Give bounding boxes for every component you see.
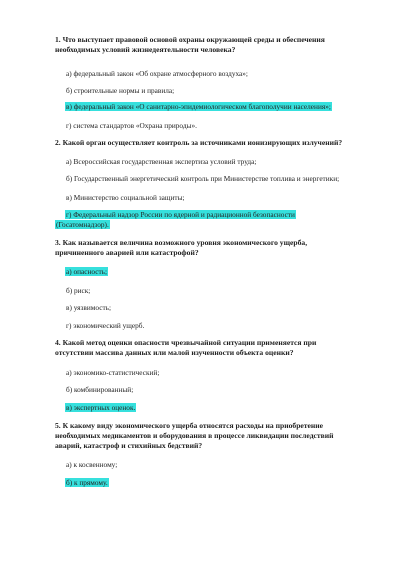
question-2	[55, 138, 375, 148]
answer-3a-highlighted: а) опасность;	[66, 267, 108, 276]
answer-4c-highlighted: в) экспертных оценок.	[66, 403, 136, 412]
answer-2d-highlighted: г) Федеральный надзор России по ядерной и радиационной безопасности	[66, 210, 295, 219]
question-1-line-1: 1. Что выступает правовой основой охраны окружающей среды и обеспечения	[55, 35, 325, 44]
question-1-line-2: необходимых условий жизнедеятельности человека?	[55, 45, 236, 54]
answer-4b: б) комбинированный;	[66, 385, 134, 394]
answer-3c: в) уязвимость;	[66, 303, 111, 312]
answer-1b: б) строительные нормы и правила;	[66, 86, 175, 95]
answer-1a: а) федеральный закон «Об охране атмосферного воздуха»;	[66, 69, 248, 78]
answer-2c: в) Министерство социальной защиты;	[66, 193, 185, 202]
answer-4a: а) экономико-статистический;	[66, 368, 160, 377]
answer-2b: б) Государственный энергетический контроль при Министерстве топлива и энергетики;	[66, 174, 340, 183]
answer-1d: г) система стандартов «Охрана природы».	[66, 121, 197, 130]
question-5-line-2: необходимых медикаментов и оборудования в процессе ликвидации последствий	[55, 431, 334, 440]
answer-1c-highlighted: в) федеральный закон «О санитарно-эпидемиологическом благополучии населения»;	[66, 102, 331, 111]
question-4-line-1: 4. Какой метод оценки опасности чрезвычайной ситуации применяется при	[55, 338, 317, 347]
question-3-line-2: причиненного аварией или катастрофой?	[55, 248, 199, 257]
answer-3d: г) экономический ущерб.	[66, 321, 145, 330]
answer-5b-highlighted: б) к прямому.	[66, 478, 108, 487]
question-2-line-1: 2. Какой орган осуществляет контроль за источниками ионизирующих излучений?	[55, 138, 343, 147]
question-4-line-2: отсутствии массива данных или малой изученности объекта оценки?	[55, 348, 294, 357]
answer-5a: а) к косвенному;	[66, 460, 118, 469]
question-1	[55, 35, 375, 55]
question-4	[55, 338, 375, 358]
question-3-line-1: 3. Как называется величина возможного уровня экономического ущерба,	[55, 238, 308, 247]
question-5-line-1: 5. К какому виду экономического ущерба относятся расходы на приобретение	[55, 421, 324, 430]
question-3	[55, 238, 375, 258]
question-5-line-3: аварий, катастроф и стихийных бедствий?	[55, 441, 203, 450]
answer-3b: б) риск;	[66, 286, 91, 295]
answer-2d-continued: (Госатомнадзор).	[56, 220, 109, 229]
answer-2a: а) Всероссийская государственная экспертиза условий труда;	[66, 157, 257, 166]
question-5	[55, 421, 375, 451]
